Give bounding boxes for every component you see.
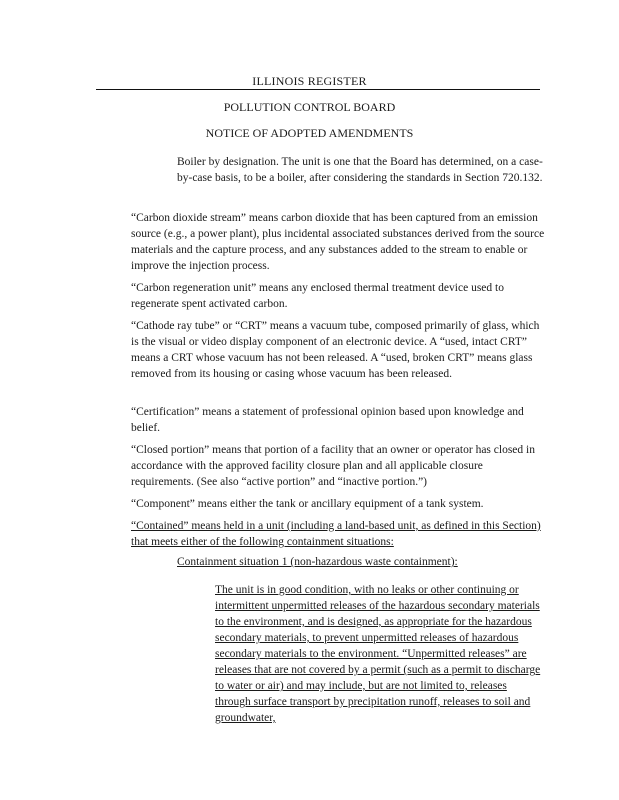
boiler-paragraph: Boiler by designation. The unit is one that the Board has determined, on a case-by-case basis, to be a boiler, after considering the standards in Section 720.132.: [177, 156, 543, 184]
certification-definition: “Certification” means a statement of professional opinion based upon knowledge and belief.: [131, 406, 524, 434]
carbon-regeneration-definition: “Carbon regeneration unit” means any enclosed thermal treatment device used to regenerate spent activated carbon.: [131, 282, 504, 310]
notice-title: NOTICE OF ADOPTED AMENDMENTS: [205, 126, 414, 140]
component-definition: “Component” means either the tank or ancillary equipment of a tank system.: [131, 498, 484, 510]
containment-situation-1-heading: Containment situation 1 (non-hazardous waste containment):: [177, 556, 458, 568]
board-title: POLLUTION CONTROL BOARD: [223, 100, 396, 114]
register-title: ILLINOIS REGISTER: [252, 74, 367, 88]
crt-definition: “Cathode ray tube” or “CRT” means a vacuum tube, composed primarily of glass, which is the visual or video display component of an electronic device. A “used, intact CRT” means a CRT whose vacuum has not been released. A “used, broken CRT” means glass removed from its housing or casing whose vacuum has been released.: [131, 320, 540, 380]
closed-portion-definition: “Closed portion” means that portion of a facility that an owner or operator has closed in accordance with the approved facility closure plan and all applicable closure requirements. (See also “active portion” and “inactive portion.”): [131, 444, 535, 488]
containment-situation-1-text: The unit is in good condition, with no leaks or other continuing or intermittent unpermitted releases of the hazardous secondary materials to the environment, and is designed, as appropriate for the hazardous secondary materials, to prevent unpermitted releases of hazardous secondary materials to the environment. “Unpermitted releases” are releases that are not covered by a permit (such as a permit to discharge to water or air) and may include, but are not limited to, releases through surface transport by precipitation runoff, releases to soil and groundwater,: [215, 584, 541, 724]
header-rule: [96, 89, 540, 90]
contained-definition: “Contained” means held in a unit (including a land-based unit, as defined in this Section) that meets either of the following containment situations:: [131, 520, 541, 548]
co2-stream-definition: “Carbon dioxide stream” means carbon dioxide that has been captured from an emission source (e.g., a power plant), plus incidental associated substances derived from the source materials and the capture process, and any substances added to the stream to enable or improve the injection process.: [131, 212, 545, 272]
